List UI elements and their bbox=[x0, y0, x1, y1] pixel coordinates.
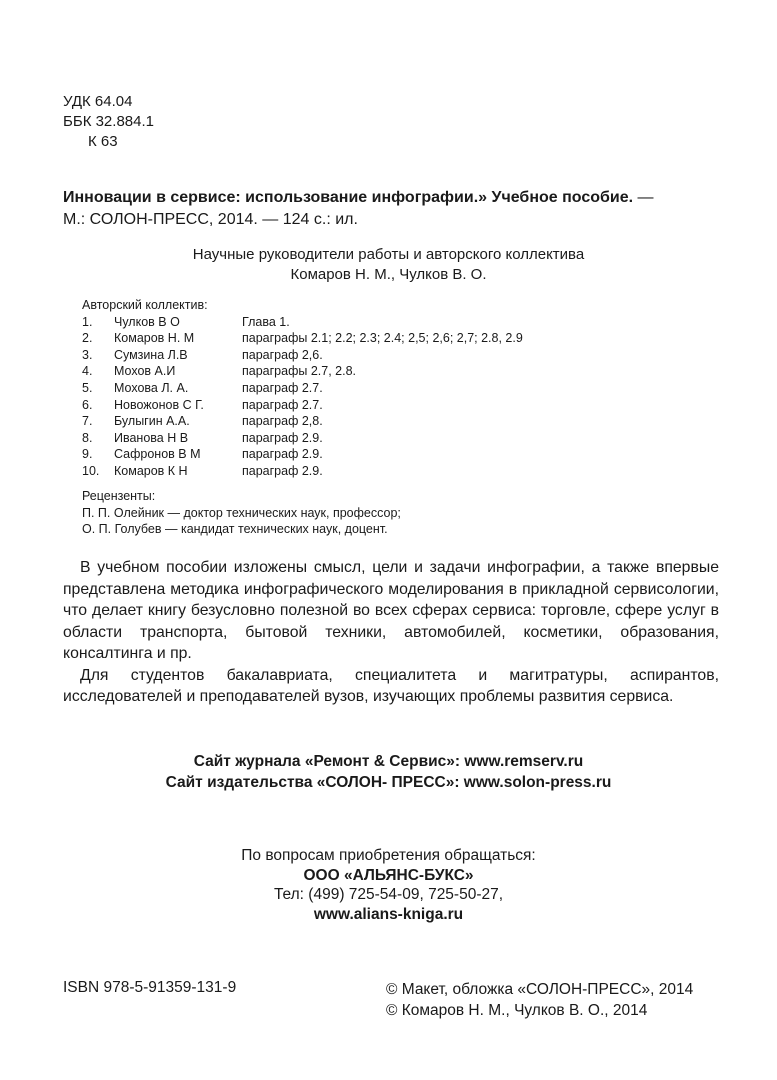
audience-paragraph: Для студентов бакалавриата, специалитета и магитратуры, аспирантов, исследователей и преподавателей вузов, изучающих проблемы развития сервиса. bbox=[63, 666, 719, 705]
reviewer: О. П. Голубев — кандидат технических наук, доцент. bbox=[82, 522, 388, 537]
contact-phone: Тел: (499) 725-54-09, 725-50-27, bbox=[273, 886, 504, 903]
author-part: параграф 2.7. bbox=[242, 380, 323, 395]
author-row bbox=[82, 413, 523, 430]
copyright bbox=[386, 979, 693, 1021]
contact-web: www.alians-kniga.ru bbox=[313, 905, 464, 923]
author-row bbox=[82, 330, 523, 347]
title-dash: — bbox=[633, 189, 654, 206]
author-part: параграфы 2.1; 2.2; 2.3; 2.4; 2,5; 2,6; 2,7; 2.8, 2.9 bbox=[242, 331, 523, 346]
authors-heading: Авторский коллектив: bbox=[82, 298, 208, 312]
author-number: 9. bbox=[82, 447, 93, 462]
author-name: Чулков В О bbox=[114, 314, 180, 329]
author-part: параграф 2,6. bbox=[242, 347, 323, 362]
author-number: 4. bbox=[82, 364, 93, 379]
author-name: Мохов А.И bbox=[114, 364, 176, 379]
author-number: 3. bbox=[82, 347, 93, 362]
author-name: Булыгин А.А. bbox=[114, 414, 190, 429]
author-name: Комаров К Н bbox=[114, 463, 188, 478]
copyright-line: © Макет, обложка «СОЛОН-ПРЕСС», 2014 bbox=[386, 981, 694, 998]
author-number: 5. bbox=[82, 380, 93, 395]
bibliographic-description bbox=[63, 187, 733, 231]
author-part: параграф 2,8. bbox=[242, 414, 323, 429]
author-name: Сумзина Л.В bbox=[114, 347, 188, 362]
author-row bbox=[82, 397, 523, 414]
author-row bbox=[82, 430, 523, 447]
author-name: Иванова Н В bbox=[114, 430, 189, 445]
author-part: параграф 2.9. bbox=[242, 447, 323, 462]
book-title: Инновации в сервисе: использование инфографии.» Учебное пособие. bbox=[63, 189, 634, 206]
supervisors-names: Комаров Н. М., Чулков В. О. bbox=[290, 266, 487, 283]
author-part: параграф 2.9. bbox=[242, 463, 323, 478]
author-row bbox=[82, 446, 523, 463]
reviewer: П. П. Олейник — доктор технических наук, профессор; bbox=[82, 505, 401, 520]
publisher-site: Сайт издательства «СОЛОН- ПРЕСС»: www.solon-press.ru bbox=[165, 774, 612, 791]
author-part: параграф 2.9. bbox=[242, 430, 323, 445]
supervisors-heading: Научные руководители работы и авторского коллектива bbox=[192, 246, 585, 263]
reviewers bbox=[82, 488, 401, 538]
author-part: параграфы 2.7, 2.8. bbox=[242, 364, 357, 379]
author-number: 7. bbox=[82, 414, 93, 429]
isbn: ISBN 978-5-91359-131-9 bbox=[63, 979, 237, 996]
author-number: 10. bbox=[82, 463, 100, 478]
imprint: М.: СОЛОН-ПРЕСС, 2014. — 124 с.: ил. bbox=[63, 211, 358, 228]
abstract-paragraph: В учебном пособии изложены смысл, цели и задачи инфографии, а также впервые представлена методика инфографического моделирования в прикладной сервисологии, что делает книгу безусловно полезной во всех сферах сервиса: торговле, сфере услуг в области транспорта, бытовой техники, автомобилей, косметики, образования, консалтинга и пр. bbox=[63, 559, 719, 662]
classification-codes bbox=[63, 92, 154, 152]
author-row bbox=[82, 363, 523, 380]
contact-company: ООО «АЛЬЯНС-БУКС» bbox=[303, 866, 474, 884]
authors-list bbox=[82, 297, 523, 480]
purchase-contact bbox=[0, 846, 777, 924]
author-number: 6. bbox=[82, 397, 93, 412]
journal-site: Сайт журнала «Ремонт & Сервис»: www.remserv.ru bbox=[193, 753, 584, 770]
author-part: параграф 2.7. bbox=[242, 397, 323, 412]
reviewers-heading: Рецензенты: bbox=[82, 489, 156, 503]
author-name: Комаров Н. М bbox=[114, 331, 195, 346]
supervisors bbox=[0, 245, 777, 285]
author-name: Новожонов С Г. bbox=[114, 397, 204, 412]
author-name: Сафронов В М bbox=[114, 447, 201, 462]
copyright-line: © Комаров Н. М., Чулков В. О., 2014 bbox=[386, 1002, 648, 1019]
contact-intro: По вопросам приобретения обращаться: bbox=[241, 847, 536, 864]
author-row bbox=[82, 380, 523, 397]
author-row bbox=[82, 347, 523, 364]
bbk-code: ББК 32.884.1 bbox=[63, 113, 154, 130]
author-number: 1. bbox=[82, 314, 93, 329]
websites bbox=[0, 751, 777, 793]
author-row bbox=[82, 463, 523, 480]
author-name: Мохова Л. А. bbox=[114, 380, 189, 395]
author-part: Глава 1. bbox=[242, 314, 290, 329]
author-sign: К 63 bbox=[88, 133, 118, 150]
author-number: 2. bbox=[82, 331, 93, 346]
author-row bbox=[82, 314, 523, 331]
author-number: 8. bbox=[82, 430, 93, 445]
udk-code: УДК 64.04 bbox=[63, 93, 133, 110]
abstract bbox=[63, 557, 719, 708]
